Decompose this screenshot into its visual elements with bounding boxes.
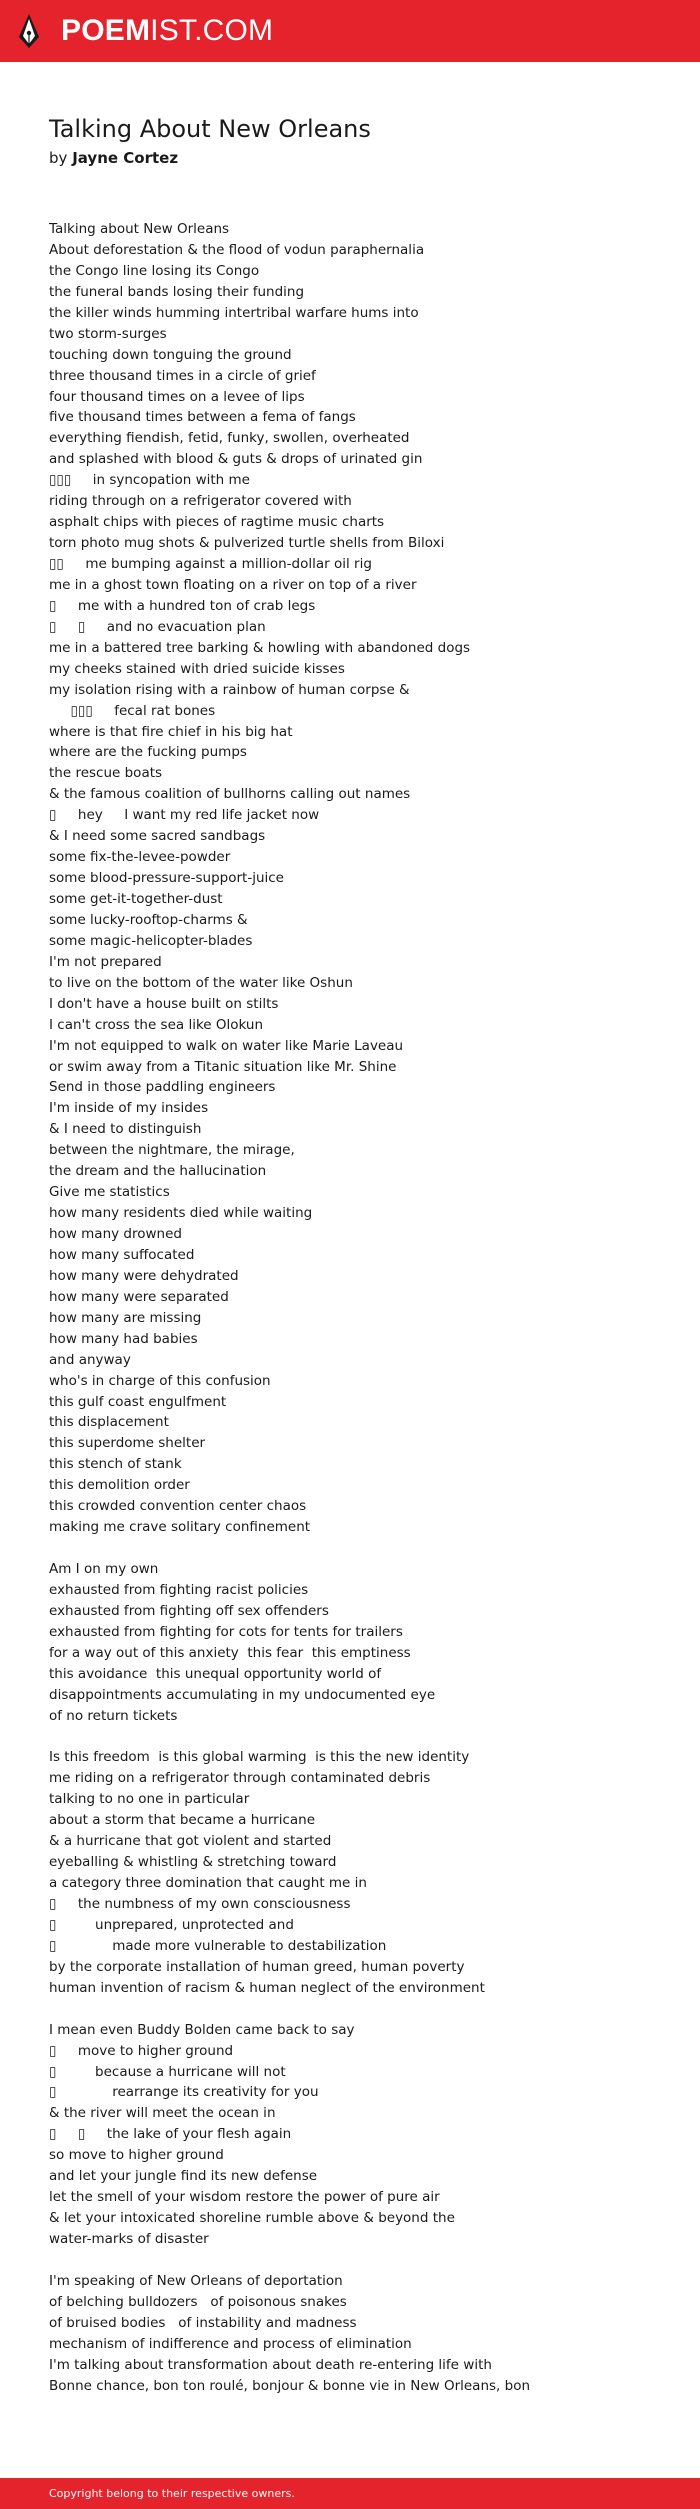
poem-line: how many are missing xyxy=(49,1309,202,1326)
poem-line: asphalt chips with pieces of ragtime music charts xyxy=(49,514,385,531)
poem-line: how many had babies xyxy=(49,1330,198,1347)
poem-line: how many were dehydrated xyxy=(49,1267,239,1284)
poem-line: how many drowned xyxy=(49,1226,182,1242)
poem-line: four thousand times on a levee of lips xyxy=(49,388,305,405)
poem-line: & I need to distinguish xyxy=(49,1121,202,1138)
poem-line: eyeballing & whistling & stretching toward xyxy=(49,1854,337,1871)
poem-line: I'm not prepared xyxy=(49,953,162,970)
poem-line: ▯ because a hurricane will not xyxy=(49,2063,286,2080)
poem-line: Send in those paddling engineers xyxy=(49,1079,276,1096)
poem-line: this displacement xyxy=(49,1414,169,1431)
poem-line: my isolation rising with a rainbow of human corpse & xyxy=(49,681,410,698)
poem-line: disappointments accumulating in my undocumented eye xyxy=(49,1686,436,1703)
poem-line: & a hurricane that got violent and started xyxy=(49,1833,332,1850)
poem-line: ▯ hey I want my red life jacket now xyxy=(49,807,320,824)
poem-line: I'm speaking of New Orleans of deportation xyxy=(49,2272,343,2289)
poem-line: Talking about New Orleans xyxy=(49,221,230,237)
poem-line: ▯ rearrange its creativity for you xyxy=(49,2084,319,2101)
poem-line: how many residents died while waiting xyxy=(49,1205,313,1222)
poem-line: touching down tonguing the ground xyxy=(49,346,292,363)
by-label: by xyxy=(49,149,68,167)
poem-line: of bruised bodies of instability and madness xyxy=(49,2314,357,2331)
logo-bold-text: POEM xyxy=(61,14,151,47)
stanza-break xyxy=(49,1727,669,1748)
poem-line: me in a battered tree barking & howling with abandoned dogs xyxy=(49,639,471,656)
poem-line: Give me statistics xyxy=(49,1184,170,1201)
poem-line: ▯ me with a hundred ton of crab legs xyxy=(49,597,316,614)
site-logo[interactable] xyxy=(61,14,273,48)
poem-line: mechanism of indifference and process of elimination xyxy=(49,2335,412,2352)
poem-line: my cheeks stained with dried suicide kisses xyxy=(49,660,345,677)
copyright-notice: Copyright belong to their respective owners. xyxy=(49,2487,295,2500)
poem-line: exhausted from fighting off sex offenders xyxy=(49,1602,329,1619)
poem-body xyxy=(49,219,669,2397)
poem-line: talking to no one in particular xyxy=(49,1791,250,1808)
poem-line: I'm inside of my insides xyxy=(49,1100,209,1117)
poem-line: everything fiendish, fetid, funky, swollen, overheated xyxy=(49,430,410,447)
poem-line: for a way out of this anxiety this fear this emptiness xyxy=(49,1644,411,1661)
poem-line: and anyway xyxy=(49,1351,131,1368)
poem-line: ▯ ▯ the lake of your flesh again xyxy=(49,2126,292,2143)
poem-line: I mean even Buddy Bolden came back to say xyxy=(49,2021,355,2038)
poem-line: ▯ unprepared, unprotected and xyxy=(49,1916,294,1933)
poem-line: the funeral bands losing their funding xyxy=(49,283,305,300)
poem-line: this superdome shelter xyxy=(49,1435,206,1452)
poem-line: riding through on a refrigerator covered with xyxy=(49,493,352,510)
poem-line: the dream and the hallucination xyxy=(49,1163,267,1180)
poem-line: who's in charge of this confusion xyxy=(49,1372,271,1389)
poem-line: exhausted from fighting for cots for tents for trailers xyxy=(49,1623,403,1640)
poem-line: ▯ ▯ and no evacuation plan xyxy=(49,618,266,635)
poem-line: or swim away from a Titanic situation like Mr. Shine xyxy=(49,1058,397,1075)
poem-line: some fix-the-levee-powder xyxy=(49,849,231,866)
poem-line: & the famous coalition of bullhorns calling out names xyxy=(49,786,411,803)
site-footer xyxy=(0,2478,700,2509)
poem-line: human invention of racism & human neglect of the environment xyxy=(49,1979,485,1996)
poem-author[interactable]: Jayne Cortez xyxy=(72,149,179,167)
poem-line: three thousand times in a circle of grief xyxy=(49,367,316,384)
poem-line: water-marks of disaster xyxy=(49,2231,209,2247)
poem-line: some magic-helicopter-blades xyxy=(49,932,253,949)
poem-line: the rescue boats xyxy=(49,765,163,782)
poem-line: and splashed with blood & guts & drops of urinated gin xyxy=(49,451,423,468)
poem-line: ▯ move to higher ground xyxy=(49,2042,234,2059)
poem-line: Is this freedom is this global warming is this the new identity xyxy=(49,1749,470,1766)
poem-line: Bonne chance, bon ton roulé, bonjour & bonne vie in New Orleans, bon xyxy=(49,2377,531,2394)
stanza-break xyxy=(49,1999,669,2020)
poem-line: how many were separated xyxy=(49,1288,229,1305)
poem-line: & the river will meet the ocean in xyxy=(49,2105,276,2122)
poem-line: of belching bulldozers of poisonous snakes xyxy=(49,2293,347,2310)
poem-line: making me crave solitary confinement xyxy=(49,1519,311,1536)
poem-line: ▯ made more vulnerable to destabilization xyxy=(49,1937,387,1954)
poem-line: by the corporate installation of human greed, human poverty xyxy=(49,1958,465,1975)
poem-line: ▯▯▯ in syncopation with me xyxy=(49,472,250,489)
poem-line: exhausted from fighting racist policies xyxy=(49,1581,309,1598)
poem-line: About deforestation & the flood of vodun paraphernalia xyxy=(49,241,425,258)
poem-line: some lucky-rooftop-charms & xyxy=(49,911,248,928)
poem-line: I don't have a house built on stilts xyxy=(49,995,279,1012)
poem-line: about a storm that became a hurricane xyxy=(49,1812,316,1829)
stanza-break xyxy=(49,1538,669,1559)
poem-byline xyxy=(49,148,178,168)
poem-line: some get-it-together-dust xyxy=(49,891,223,907)
poem-line: me in a ghost town floating on a river on top of a river xyxy=(49,576,417,593)
pen-nib-icon[interactable] xyxy=(18,13,40,49)
poem-line: ▯▯ me bumping against a million-dollar oil rig xyxy=(49,556,372,572)
poem-line: me riding on a refrigerator through contaminated debris xyxy=(49,1770,431,1787)
poem-line: let the smell of your wisdom restore the power of pure air xyxy=(49,2189,440,2206)
poem-line: the killer winds humming intertribal warfare hums into xyxy=(49,304,419,321)
logo-light-text: IST.COM xyxy=(150,14,274,47)
poem-line: Am I on my own xyxy=(49,1561,159,1577)
poem-line: the Congo line losing its Congo xyxy=(49,262,260,279)
site-header xyxy=(0,0,700,62)
poem-line: where are the fucking pumps xyxy=(49,744,247,761)
poem-line: five thousand times between a fema of fangs xyxy=(49,409,356,426)
poem-line: ▯ the numbness of my own consciousness xyxy=(49,1896,351,1912)
poem-line: of no return tickets xyxy=(49,1707,178,1724)
poem-line: I'm talking about transformation about death re-entering life with xyxy=(49,2356,492,2373)
poem-line: ▯▯▯ fecal rat bones xyxy=(49,702,216,719)
poem-line: some blood-pressure-support-juice xyxy=(49,870,284,887)
poem-line: to live on the bottom of the water like Oshun xyxy=(49,974,353,991)
poem-line: where is that fire chief in his big hat xyxy=(49,723,293,740)
poem-line: this gulf coast engulfment xyxy=(49,1393,227,1410)
poem-line: a category three domination that caught me in xyxy=(49,1875,367,1892)
stanza-break xyxy=(49,2250,669,2271)
poem-line: & I need some sacred sandbags xyxy=(49,828,266,845)
poem-line: how many suffocated xyxy=(49,1246,195,1263)
poem-line: two storm-surges xyxy=(49,325,167,342)
poem-line: & let your intoxicated shoreline rumble above & beyond the xyxy=(49,2210,455,2227)
poem-line: so move to higher ground xyxy=(49,2147,224,2164)
poem-title: Talking About New Orleans xyxy=(49,115,371,143)
poem-line: I can't cross the sea like Olokun xyxy=(49,1016,264,1033)
poem-line: I'm not equipped to walk on water like Marie Laveau xyxy=(49,1037,404,1054)
poem-line: and let your jungle find its new defense xyxy=(49,2168,318,2185)
poem-line: torn photo mug shots & pulverized turtle shells from Biloxi xyxy=(49,535,445,552)
poem-line: this crowded convention center chaos xyxy=(49,1498,307,1515)
poem-line: this demolition order xyxy=(49,1477,190,1494)
poem-line: between the nightmare, the mirage, xyxy=(49,1142,295,1159)
poem-line: this stench of stank xyxy=(49,1456,182,1473)
poem-line: this avoidance this unequal opportunity world of xyxy=(49,1665,382,1682)
